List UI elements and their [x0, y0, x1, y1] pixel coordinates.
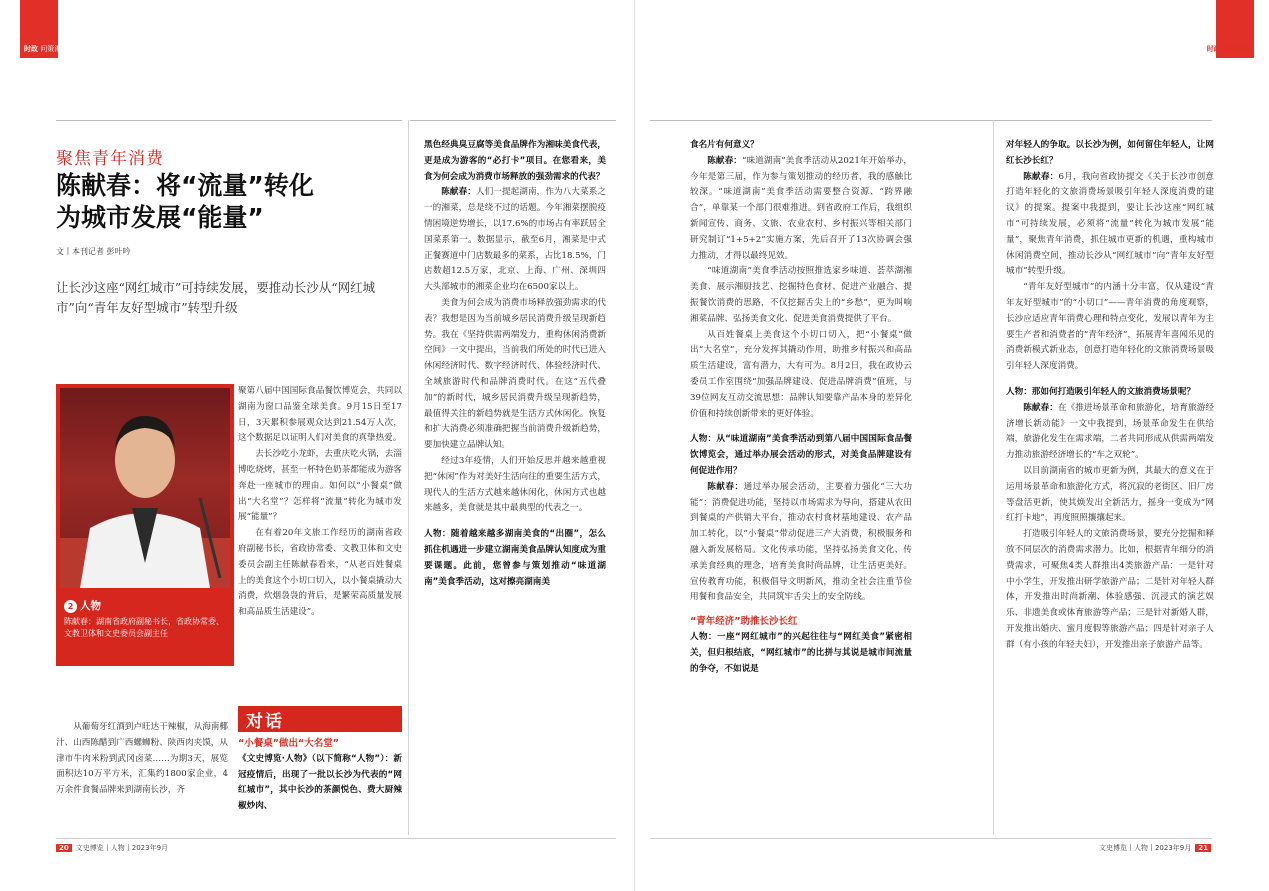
answer-text: 6月，我向省政协提交《关于长沙市创意打造年轻化的文旅消费场景吸引年轻人深度消费的建议》的提案。提案中我提到，要让长沙这座“网红城市”可持续发展，必须将“流量”转化为城市发展“能量”，聚焦青年消费，抓住城市更新的机遇，重构城市休闲消费空间，推动长沙从“网红城市”向“青年友好型城市”转型升级。 [1006, 171, 1214, 277]
body-paragraph: 聚第八届中国国际食品餐饮博览会，共同以湖南为窗口品鉴全球美食。9月15日至17日，3天累积参展观众达到21.54万人次，这个数据足以证明人们对美食的真挚热爱。 [238, 386, 402, 444]
question-speaker: 人物： [690, 631, 718, 642]
answer-paragraph [690, 154, 912, 265]
column-3 [424, 138, 606, 590]
profile-title [64, 598, 101, 613]
profile-description: 陈献春：湖南省政府副秘书长，省政协常委、文教卫体和文史委员会副主任 [64, 617, 224, 638]
question-speaker: 人物： [690, 434, 717, 445]
body-paragraph: 去长沙吃小龙虾，去重庆吃火锅，去淄博吃烧烤，甚至一杯特色奶茶都能成为游客奔赴一座城市的理由。如何以“小餐桌”做出“大名堂”？怎样将“流量”转化为城市发展“能量”？ [238, 449, 402, 523]
footer-right-text: 文史博览丨人物丨2023年9月 [1098, 844, 1192, 852]
subheading: “小餐桌”做出“大名堂” [238, 738, 339, 749]
footer-right [1099, 843, 1211, 853]
article-byline: 文丨本刊记者 彭叶吟 [56, 247, 131, 256]
body-paragraph: 打造吸引年轻人的文旅消费场景，要充分挖掘和释放不同层次的消费需求潜力。比如，根据青年细分的消费需求，可聚焦4类人群推出4类旅游产品：一是针对中小学生，开发推出研学旅游产品；二是针对年轻人群体，开发推出时尚新潮、体验感强、沉浸式的演艺娱乐、非遗美食或体育旅游等产品；三是针对新婚人群，开发推出婚庆、蜜月度假等旅游产品；四是针对亲子人群（有小孩的年轻夫妇），开发推出亲子旅游产品等。 [1006, 529, 1214, 650]
question-speaker: 人物： [1006, 386, 1032, 397]
subheading: “青年经济”助推长沙长红 [690, 616, 798, 628]
article-deck: 让长沙这座“网红城市”可持续发展，要推动长沙从“网红城市”向“青年友好型城市”转型升级 [56, 280, 376, 315]
profile-badge-number: 2 [64, 600, 77, 613]
body-paragraph: 在有着20年文旅工作经历的湖南省政府副秘书长，省政协常委、文教卫体和文史委员会副主任陈献春看来，“从老百姓餐桌上的美食这个小切口切入，以小餐桌撬动大消费，炊烟袅袅的背后，是繁荣高质量发展和高品质生活建设”。 [238, 528, 402, 618]
body-paragraph: 以目前湖南省的城市更新为例，其最大的意义在于运用场景革命和旅游化方式，将沉寂的老街区、旧厂房等盘活更新，使其焕发出全新活力，摇身一变成为“网红打卡地”，再度照照攘攘起来。 [1006, 465, 1214, 524]
interview-question [238, 752, 402, 815]
body-paragraph: “青年友好型城市”的内涵十分丰富，仅从建设“青年友好型城市”的“小切口”——青年消费的角度观察，长沙应适应青年消费心理和特点变化，发展以青年为主要生产者和消费者的“青年经济”，拓展青年喜闻乐见的消费新模式新业态，创意打造年轻化的文旅消费场景吸引年轻人深度消费。 [1006, 282, 1214, 372]
body-paragraph: “味道湖南”美食季活动按照推选家乡味道、荟萃湖湘美食、展示湘厨技艺、挖掘特色食材、促进产业融合、提振餐饮消费的思路，不仅挖掘舌尖上的“乡愁”，更为叫响湘菜品牌、弘扬美食文化、促进美食消费提供了平台。 [690, 266, 912, 324]
paragraph-gap [1006, 375, 1214, 385]
left-section-label [24, 44, 68, 54]
footer-rule-right [650, 838, 1212, 839]
footer-rule-left [56, 838, 616, 839]
body-paragraph: 美食为何会成为消费市场释放强劲需求的代表？我想是因为当前城乡居民消费升级呈现新趋势。我在《坚持供需两端发力，重构休闲消费新空间》一文中提出，当前我们所处的时代已进入休闲经济时代、数字经济时代、体验经济时代、全域旅游时代和品牌消费时代。在这“五代叠加”的新时代，城乡居民消费升级呈现新趋势，最值得关注的新趋势就是生活方式休闲化。恢复和扩大消费必须准确把握当前消费升级新趋势，要加快建立品牌认知。 [424, 297, 606, 451]
question-speaker: 人物： [424, 529, 451, 540]
answer-text: 人们一提起湖南，作为八大菜系之一的湘菜，总是绕不过的话题。今年湘菜摆脱疫情困境逆势增长，以17.6%的市场占有率跃居全国菜系第一。数据显示，截至6月，湘菜是中式正餐赛道中门店数最多的菜系，占比18.5%，门店数超12.5万家，北京、上海、广州、深圳四大头部城市的湘菜企业均在6500家以上。 [424, 187, 606, 293]
header-rule-1 [56, 120, 402, 121]
answer-text: 在《推进场景革命和旅游化，培育旅游经济增长新动能》一文中我提到，场景革命发生在供给端，旅游化发生在需求端，二者共同形成从供需两端发力推动旅游经济增长的“车之双轮”。 [1006, 402, 1214, 461]
profile-box [56, 384, 234, 666]
answer-text: “味道湖南”美食季活动从2021年开始举办，今年是第三届，作为参与策划推动的经历者，我的感触比较深。“味道湖南”美食季活动需要整合资源、“跨界融合”，单靠某一个部门很难推进。到省政府工作后，我组织新闻宣传、商务、文旅、农业农村、乡村振兴等相关部门研究制订“1+5+2”实施方案，先后召开了13次协调会强力推动，才得以最终见效。 [690, 155, 912, 261]
answer-text: 通过举办展会活动，主要着力强化“三大功能”：消费促进功能，坚持以市场需求为导向，搭建从农田到餐桌的产供销大平台，推动农村食材基地建设、农产品加工转化，以“小餐桌”带动促进三产大消费，积极服务和融入新发展格局。文化传承功能，坚持弘扬美食文化、传承美食经典的理念，培育美食时尚品牌，让生活更美好。宣传教育功能，积极倡导文明新风，推动全社会注重节俭用餐和食品安全，共同筑牢舌尖上的安全防线。 [690, 481, 912, 603]
headline-line-1: 陈献春：将“流量”转化 [56, 171, 314, 200]
question-text: 从“味道湖南”美食季活动到第八届中国国际食品餐饮博览会，通过举办展会活动的形式，对美食品牌建设有何促进作用？ [690, 434, 912, 476]
question-text: 一座“网红城市”的兴起往往与“网红美食”紧密相关，但归根结底，“网红城市”的比拼与其说是城市间流量的争夺，不如说是 [690, 631, 912, 674]
interview-question [424, 527, 606, 590]
answer-paragraph [424, 185, 606, 296]
interview-question [690, 432, 912, 479]
body-paragraph: 经过3年疫情，人们开始反思并越来越重视把“休闲”作为对美好生活向往的重要生活方式，现代人的生活方式越来越休闲化，休闲方式也越来越多，美食就是其中最典型的代表之一。 [424, 455, 606, 514]
answer-speaker: 陈献春： [1023, 171, 1059, 182]
page-fold [634, 0, 635, 891]
answer-paragraph [690, 480, 912, 606]
left-subsection-name: 问策湘湘 [40, 45, 69, 53]
paragraph-gap [690, 422, 912, 432]
dialog-label: 对话 [246, 712, 284, 732]
right-section-name: 时政 [1206, 45, 1221, 53]
article-kicker: 聚焦青年消费 [56, 149, 164, 169]
interview-question [690, 630, 912, 677]
question-text: 随着越来越多湖南美食的“出圈”，怎么抓住机遇进一步建立湖南美食品牌认知度成为重要课题。此前，您曾参与策划推动“味道湖南”美食季活动，这对擦亮湖南美 [424, 529, 606, 587]
column-4 [690, 138, 912, 677]
header-rule-3 [650, 120, 1212, 121]
right-section-label [1207, 44, 1251, 54]
footer-left [56, 843, 168, 853]
right-subsection-name: 问策湘湘 [1223, 45, 1251, 53]
answer-speaker: 陈献春： [441, 187, 476, 198]
interview-question: 食名片有何意义？ [690, 140, 759, 150]
page-number-left: 20 [56, 844, 72, 852]
body-paragraph: 从葡萄牙红酒到卢旺达干辣椒，从海南椰汁、山西陈醋到广西螺蛳粉、陕西肉夹馍，从津市牛肉米粉到武冈卤菜……为期3天，展览面积达10万平方米，汇集约1800家企业，4万余件食餐品牌来到湖南长沙，齐 [56, 722, 228, 796]
portrait-photo [60, 388, 230, 588]
column-divider-1 [408, 120, 409, 835]
answer-paragraph [1006, 401, 1214, 464]
interview-question: 黑色经典臭豆腐等美食品牌作为湘味美食代表，更是成为游客的“必打卡”项目。在您看来，美食为何会成为消费市场释放的强劲需求的代表？ [424, 140, 606, 182]
answer-paragraph [1006, 170, 1214, 281]
column-2-bottom [238, 736, 402, 815]
column-1-bottom [56, 720, 228, 799]
column-2-top [238, 384, 402, 621]
answer-speaker: 陈献春： [1023, 402, 1058, 413]
header-rule-2 [410, 120, 616, 121]
column-5 [1006, 138, 1214, 654]
body-paragraph: 从百姓餐桌上美食这个小切口切入，把“小餐桌”做出“大名堂”，充分发挥其撬动作用，助推乡村振兴和高品质生活建设，富有潜力，大有可为。8月2日，我在政协云委员工作室围绕“加强品牌建设、促进品牌消费”值班，与39位网友互动交流思想：品牌认知要靠产品本身的差异化价值和持续创新带来的更好体验。 [690, 329, 912, 419]
profile-title-text: 人物 [80, 600, 101, 612]
footer-left-text: 文史博览丨人物丨2023年9月 [75, 844, 169, 852]
headline-line-2: 为城市发展“能量” [56, 203, 264, 232]
interview-question: 对年轻人的争取。以长沙为例，如何留住年轻人，让网红长沙长红？ [1006, 140, 1214, 166]
portrait-illustration [60, 388, 230, 588]
question-speaker: 《文史博览·人物》 [238, 753, 312, 764]
answer-speaker: 陈献春： [707, 481, 744, 492]
article-headline [56, 170, 356, 234]
page-number-right: 21 [1195, 844, 1211, 852]
interview-question [1006, 385, 1214, 401]
answer-speaker: 陈献春： [707, 155, 742, 166]
dialog-section-bar [238, 706, 402, 732]
left-section-name: 时政 [24, 45, 38, 53]
question-text: （以下简称“人物”）：新冠疫情后，出现了一批以长沙为代表的“网红城市”，其中长沙的茶颜悦色、费大厨辣椒炒肉、 [238, 753, 403, 812]
question-text: 那如何打造吸引年轻人的文旅消费场景呢？ [1031, 386, 1196, 397]
column-divider-2 [993, 120, 994, 835]
paragraph-gap [424, 517, 606, 527]
